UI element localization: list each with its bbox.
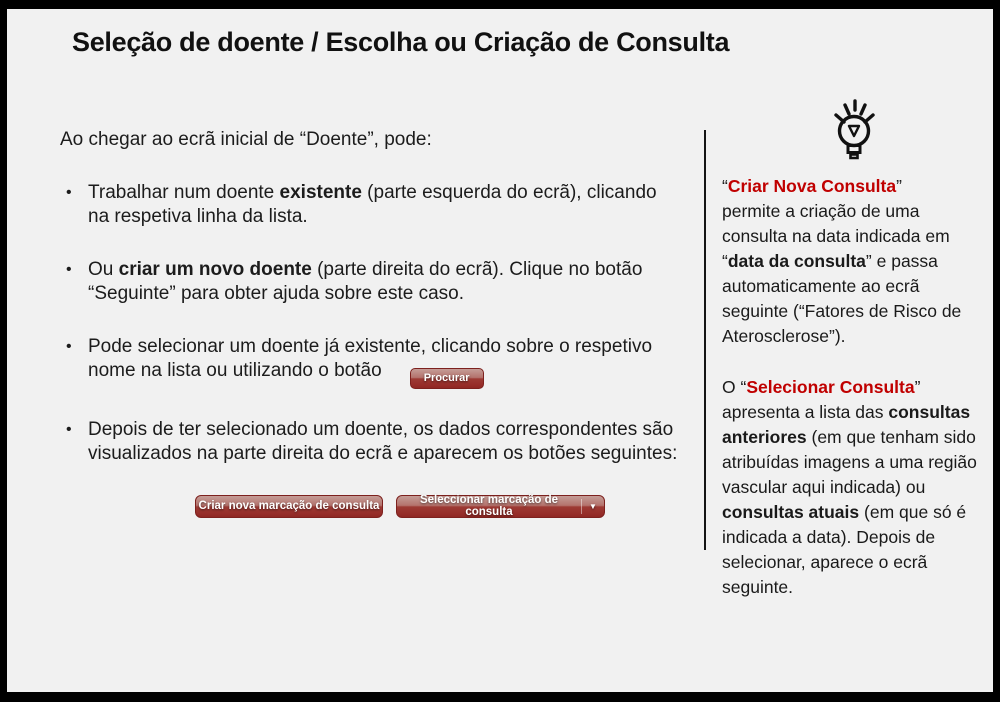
select-consultation-label: Seleccionar marcação de consulta [419,494,559,518]
bullet-item-existing-patient [60,181,678,229]
bullet-marker: • [66,338,72,355]
tip-paragraph-select: O “Selecionar Consulta” apresenta a lista das consultas anteriores (em que tenham sido atribuídas imagens a uma região vascular aqui indicada) ou consultas atuais (em que só é indicada a data). Depois de selecionar, aparece o ecrã seguinte. [722,377,977,597]
bullet-text: Pode selecionar um doente já existente, clicando sobre o respetivo nome na lista ou utilizando o botão [88,336,653,381]
bullet-marker: • [66,184,72,201]
tip-paragraph-create: “Criar Nova Consulta” permite a criação de uma consulta na data indicada em “data da consulta” e passa automaticamente ao ecrã seguinte (“Fatores de Risco de Aterosclerose”). [722,176,962,346]
chevron-down-icon[interactable]: ▼ [589,501,597,511]
bullet-text: Trabalhar num doente existente (parte esquerda do ecrã), clicando na respetiva linha da lista. [88,182,657,227]
intro-text: Ao chegar ao ecrã inicial de “Doente”, pode: [60,129,432,150]
main-content [60,128,678,518]
bullet-item-select-patient [60,335,678,389]
vertical-divider [704,130,706,550]
consultation-buttons-row [195,495,678,518]
tip-sidebar [722,96,986,600]
select-consultation-button[interactable] [396,495,605,518]
bullet-item-after-selection [60,418,678,466]
bullet-item-new-patient [60,258,678,306]
create-consultation-button[interactable]: Criar nova marcação de consulta [195,495,383,518]
bullet-text: Ou criar um novo doente (parte direita do ecrã). Clique no botão “Seguinte” para obter ajuda sobre este caso. [88,259,643,304]
procurar-button[interactable]: Procurar [410,368,484,389]
bullet-text: Depois de ter selecionado um doente, os dados correspondentes são visualizados na parte direita do ecrã e aparecem os botões seguintes: [88,418,678,464]
bullet-marker: • [66,261,72,278]
page-title: Seleção de doente / Escolha ou Criação de Consulta [72,27,730,57]
lightbulb-icon [722,96,986,160]
bullet-marker: • [66,420,72,438]
